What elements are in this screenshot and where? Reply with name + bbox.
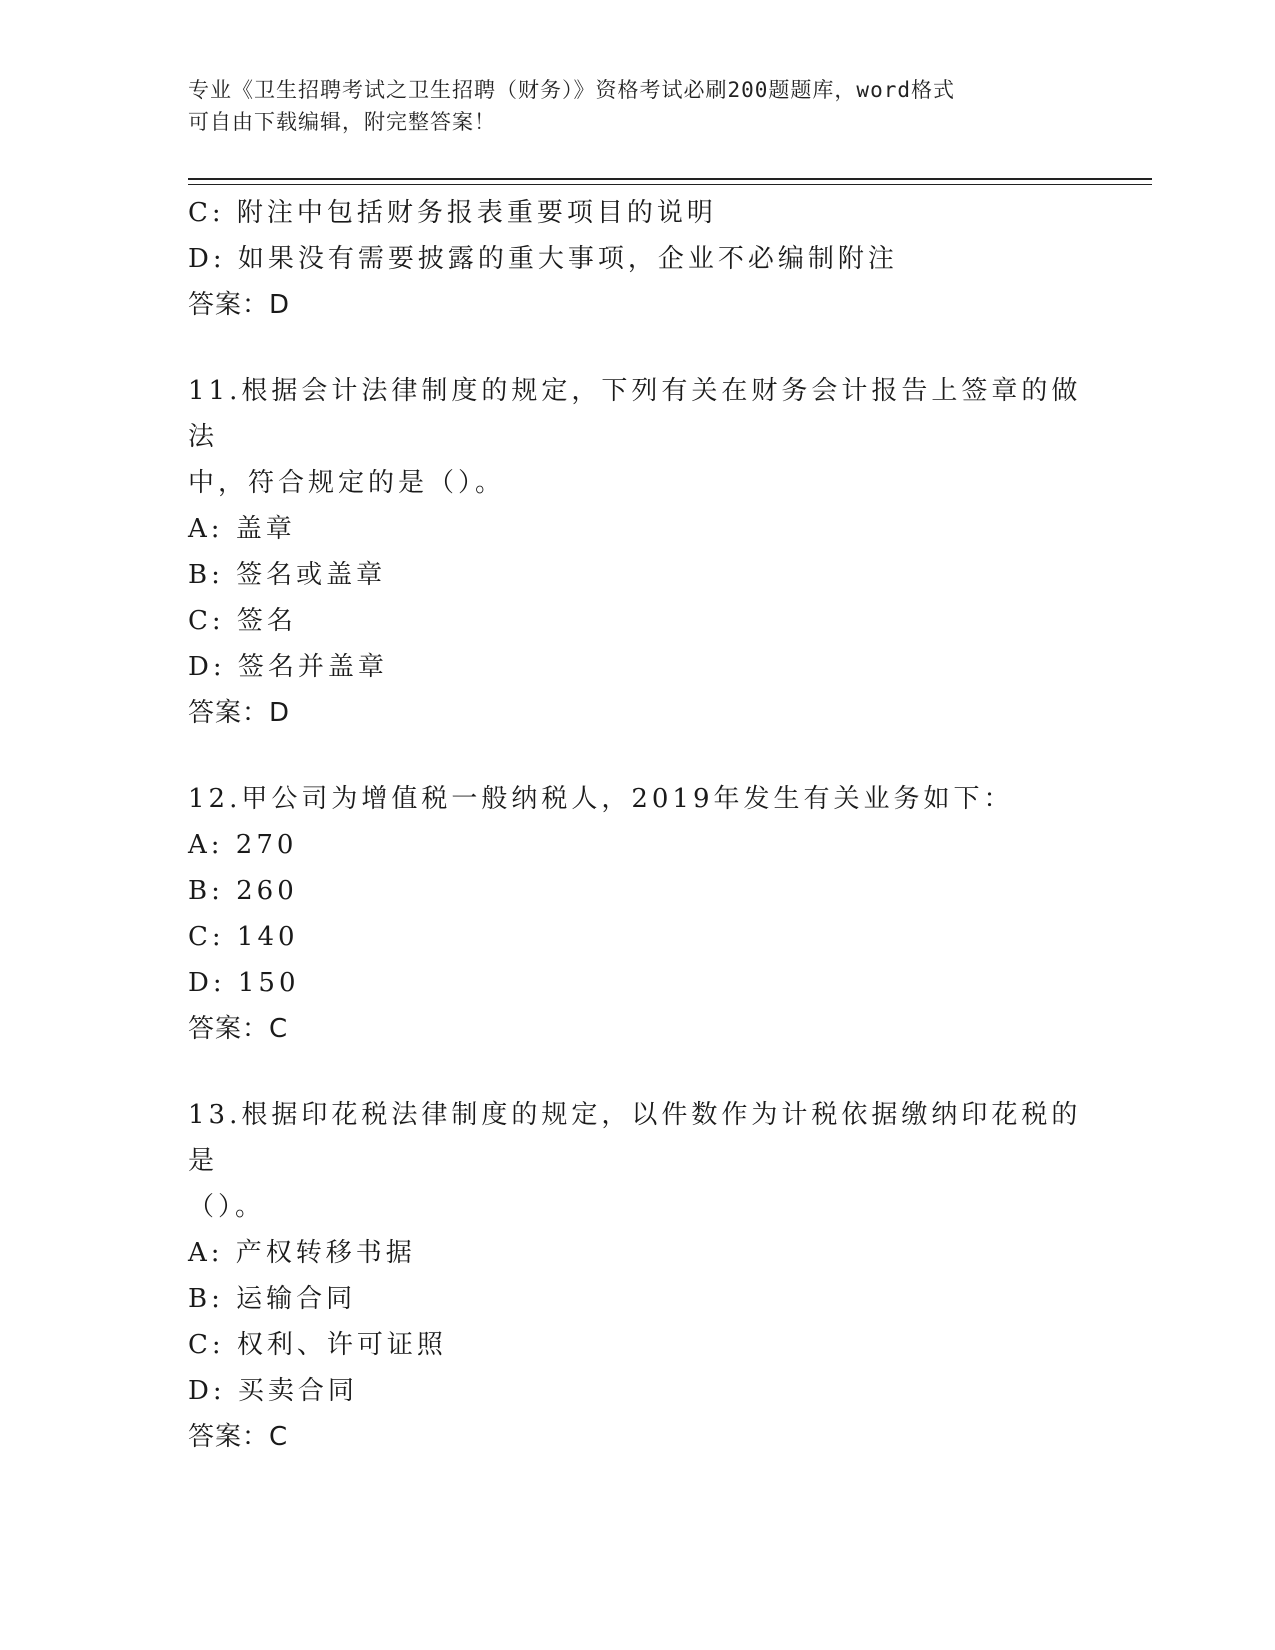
question-11 [188,368,1088,736]
answer: 答案：C [188,1014,289,1044]
answer: 答案：C [188,1422,289,1452]
option-b: B: 签名或盖章 [188,560,387,590]
option-b: B: 运输合同 [188,1284,357,1314]
option-d: D: 买卖合同 [188,1376,358,1406]
option-d: D: 如果没有需要披露的重大事项，企业不必编制附注 [188,244,898,274]
option-c: C: 附注中包括财务报表重要项目的说明 [188,198,717,228]
answer: 答案：D [188,290,291,320]
question-text-line-1: 12.甲公司为增值税一般纳税人，2019年发生有关业务如下： [188,784,1014,814]
option-d: D: 签名并盖章 [188,652,388,682]
header-rule-thin [188,184,1152,185]
option-b: B: 260 [188,876,298,906]
answer: 答案：D [188,698,291,728]
question-text-line-1: 11.根据会计法律制度的规定，下列有关在财务会计报告上签章的做法 [188,376,1082,452]
option-c: C: 权利、许可证照 [188,1330,447,1360]
option-c: C: 签名 [188,606,297,636]
question-text-line-2: 中，符合规定的是（）。 [188,468,506,498]
question-text-line-2: （）。 [188,1192,266,1222]
option-d: D: 150 [188,968,300,998]
header-rule-thick [188,178,1152,180]
option-a: A: 产权转移书据 [188,1238,416,1268]
option-a: A: 270 [188,830,298,860]
document-header [188,74,1088,138]
document-body [188,190,1088,1460]
prev-question-tail [188,190,1088,328]
question-12 [188,776,1088,1052]
option-a: A: 盖章 [188,514,296,544]
header-line-1: 专业《卫生招聘考试之卫生招聘（财务）》资格考试必刷200题题库，word格式 [188,78,955,102]
question-13 [188,1092,1088,1460]
header-line-2: 可自由下载编辑，附完整答案！ [188,110,496,134]
question-text-line-1: 13.根据印花税法律制度的规定，以件数作为计税依据缴纳印花税的是 [188,1100,1082,1176]
option-c: C: 140 [188,922,299,952]
